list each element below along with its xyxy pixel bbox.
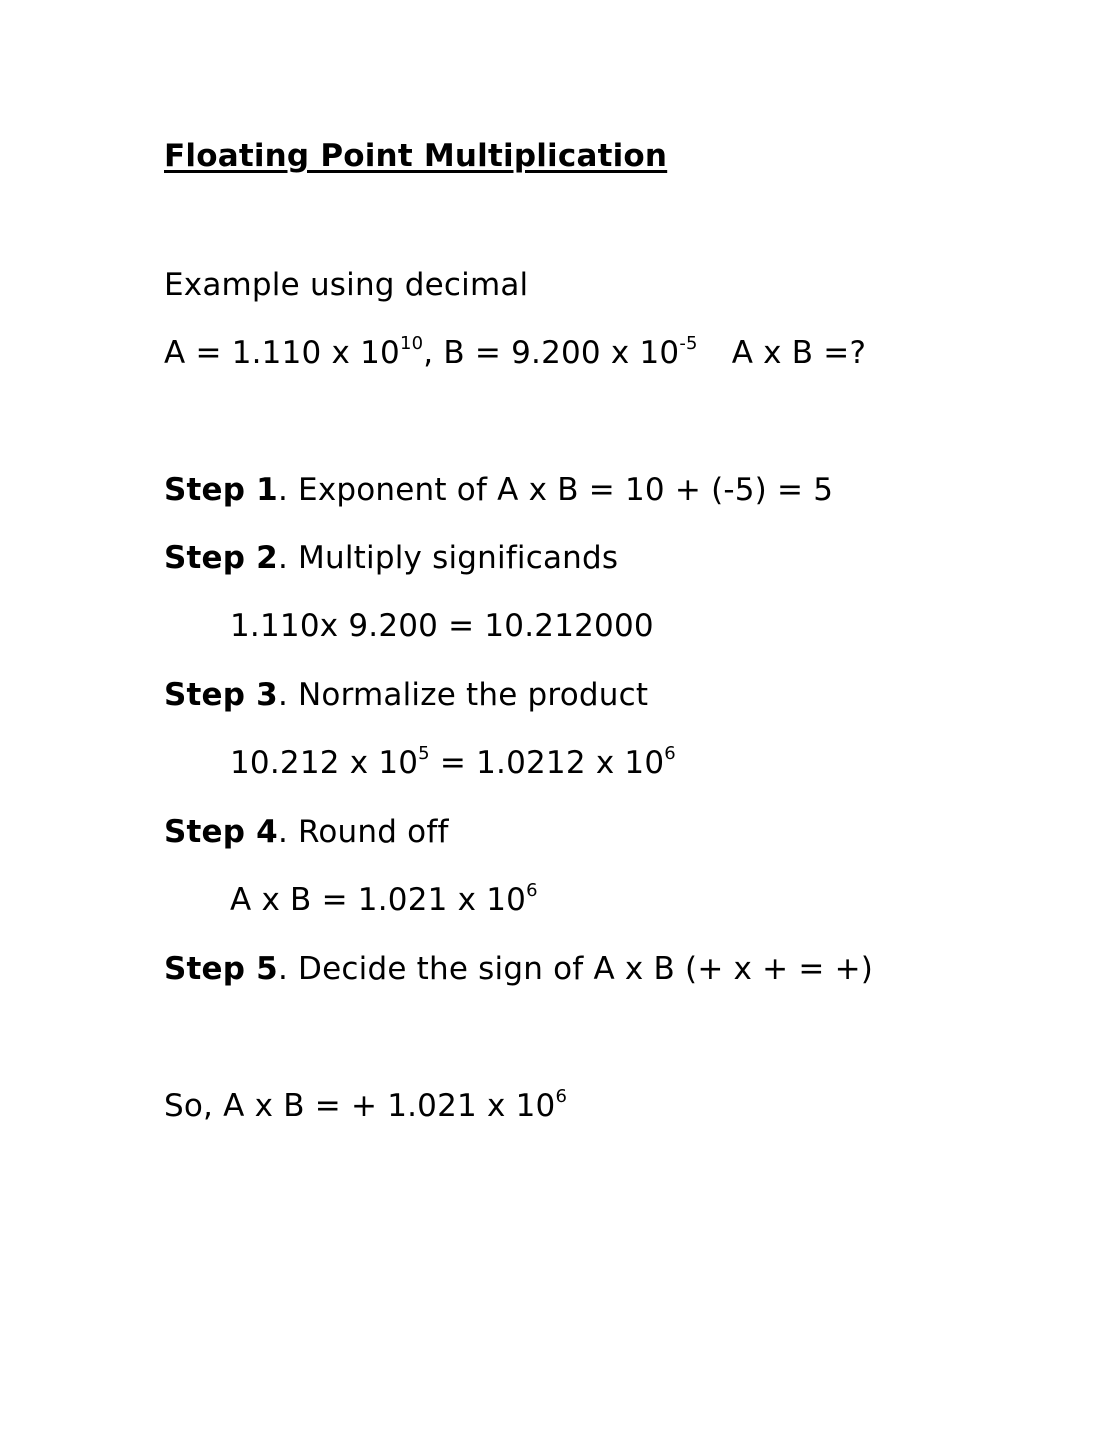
step-3 (164, 675, 648, 715)
question: A x B =? (731, 335, 867, 371)
intro-text: Example using decimal (164, 267, 529, 303)
a-definition: A = 1.110 x 10 (164, 335, 400, 371)
step-4-text: . Round off (277, 814, 449, 850)
b-exponent: -5 (679, 333, 698, 354)
step-3-detail-b: = 1.0212 x 10 (429, 745, 665, 781)
conclusion-exponent: 6 (555, 1086, 568, 1107)
step-2 (164, 538, 618, 578)
step-3-text: . Normalize the product (277, 677, 649, 713)
step-1 (164, 470, 833, 510)
step-5-text: . Decide the sign of A x B (+ x + = +) (277, 951, 874, 987)
step-3-exponent-a: 5 (418, 743, 430, 764)
step-3-detail-a: 10.212 x 10 (230, 745, 419, 781)
step-3-detail (230, 743, 676, 783)
step-4-detail (230, 880, 538, 920)
step-1-label: Step 1 (164, 472, 278, 508)
step-5-label: Step 5 (164, 951, 278, 987)
step-4-exponent: 6 (526, 880, 538, 901)
step-3-label: Step 3 (164, 677, 278, 713)
step-3-exponent-b: 6 (664, 743, 676, 764)
step-2-text: . Multiply significands (277, 540, 619, 576)
step-4-detail-text: A x B = 1.021 x 10 (230, 882, 527, 918)
step-2-label: Step 2 (164, 540, 278, 576)
conclusion-text: So, A x B = + 1.021 x 10 (164, 1088, 556, 1124)
step-5 (164, 949, 873, 989)
a-exponent: 10 (399, 333, 424, 354)
step-4 (164, 812, 449, 852)
given-values (164, 333, 866, 373)
conclusion (164, 1086, 567, 1126)
step-4-label: Step 4 (164, 814, 278, 850)
step-2-detail: 1.110x 9.200 = 10.212000 (230, 608, 654, 644)
page-title: Floating Point Multiplication (164, 138, 668, 174)
b-definition: , B = 9.200 x 10 (423, 335, 680, 371)
step-1-text: . Exponent of A x B = 10 + (-5) = 5 (277, 472, 834, 508)
